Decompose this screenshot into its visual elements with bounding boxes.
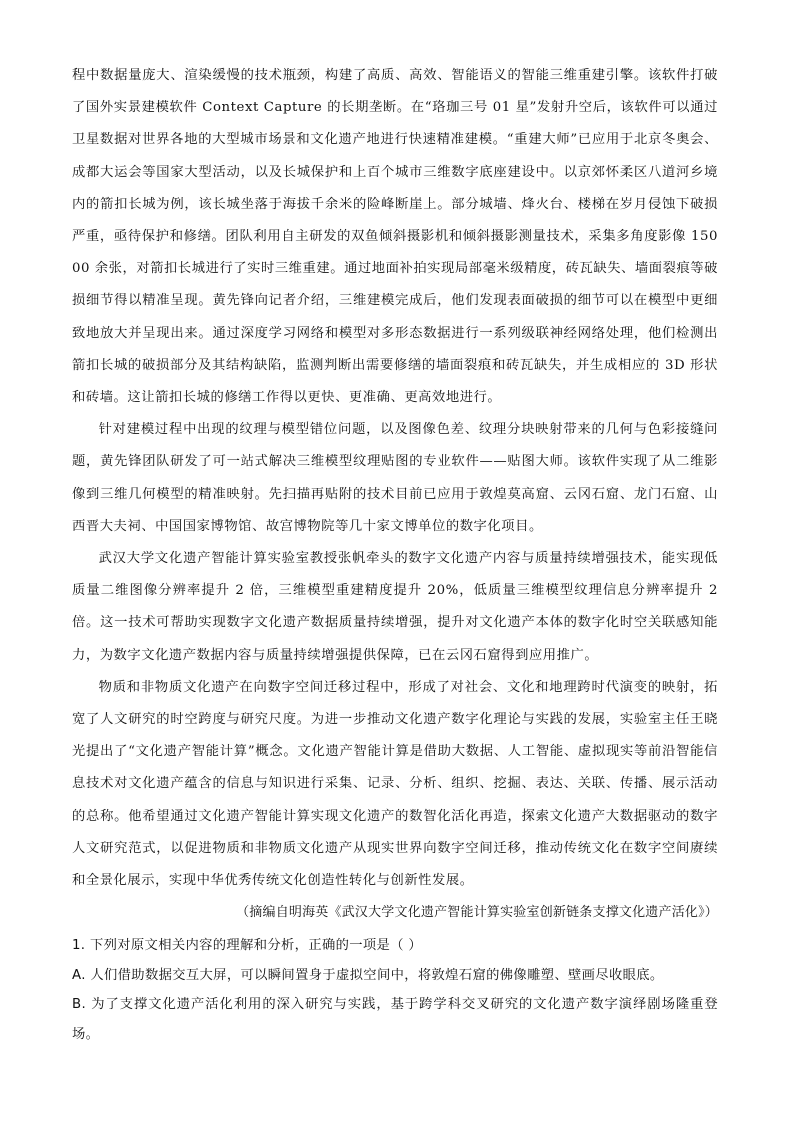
passage xyxy=(72,60,718,929)
passage-paragraph-2: 针对建模过程中出现的纹理与模型错位问题，以及图像色差、纹理分块映射带来的几何与色彩接缝问题，黄先锋团队研发了可一站式解决三维模型纹理贴图的专业软件——贴图大师。该软件实现了从二维影像到三维几何模型的精准映射。先扫描再贴附的技术目前已应用于敦煌莫高窟、云冈石窟、龙门石窟、山西晋大夫祠、中国国家博物馆、故宫博物院等几十家文博单位的数字化项目。 xyxy=(72,422,718,534)
passage-paragraph-4: 物质和非物质文化遗产在向数字空间迁移过程中，形成了对社会、文化和地理跨时代演变的映射，拓宽了人文研究的时空跨度与研究尺度。为进一步推动文化遗产数字化理论与实践的发展，实验室主任王晓光提出了“文化遗产智能计算”概念。文化遗产智能计算是借助大数据、人工智能、虚拟现实等前沿智能信息技术对文化遗产蕴含的信息与知识进行采集、记录、分析、组织、挖掘、表达、关联、传播、展示活动的总称。他希望通过文化遗产智能计算实现文化遗产的数智化活化再造，探索文化遗产大数据驱动的数字人文研究范式，以促进物质和非物质文化遗产从现实世界向数字空间迁移，推动传统文化在数字空间赓续和全景化展示，实现中华优秀传统文化创造性转化与创新性发展。 xyxy=(72,679,718,889)
passage-paragraph-3: 武汉大学文化遗产智能计算实验室教授张帆牵头的数字文化遗产内容与质量持续增强技术，能实现低质量二维图像分辨率提升 2 倍，三维模型重建精度提升 20%，低质量三维模型纹理信息分辨率提升 2 倍。这一技术可帮助实现数字文化遗产数据质量持续增强，提升对文化遗产本体的数字化时空关联感知能力，为数字文化遗产数据内容与质量持续增强提供保障，已在云冈石窟得到应用推广。 xyxy=(72,551,718,663)
document-page xyxy=(72,60,718,1049)
option-a[interactable]: A. 人们借助数据交互大屏，可以瞬间置身于虚拟空间中，将敦煌石窟的佛像雕塑、壁画尽收眼底。 xyxy=(72,967,664,983)
passage-paragraph-1: 程中数据量庞大、渲染缓慢的技术瓶颈，构建了高质、高效、智能语义的智能三维重建引擎。该软件打破了国外实景建模软件 Context Capture 的长期垄断。在“珞珈三号 01 星”发射升空后，该软件可以通过卫星数据对世界各地的大型城市场景和文化遗产地进行快速精准建模。“重建大师”已应用于北京冬奥会、成都大运会等国家大型活动，以及长城保护和上百个城市三维数字底座建设中。以京郊怀柔区八道河乡境内的箭扣长城为例，该长城坐落于海拔千余米的险峰断崖上。部分城墙、烽火台、楼梯在岁月侵蚀下破损严重，亟待保护和修缮。团队利用自主研发的双鱼倾斜摄影机和倾斜摄影测量技术，采集多角度影像 15000 余张，对箭扣长城进行了实时三维重建。通过地面补拍实现局部毫米级精度，砖瓦缺失、墙面裂痕等破损细节得以精准呈现。黄先锋向记者介绍，三维建模完成后，他们发现表面破损的细节可以在模型中更细致地放大并呈现出来。通过深度学习网络和模型对多形态数据进行一系列级联神经网络处理，他们检测出箭扣长城的破损部分及其结构缺陷，监测判断出需要修缮的墙面裂痕和砖瓦缺失，并生成相应的 3D 形状和砖墙。这让箭扣长城的修缮工作得以更快、更准确、更高效地进行。 xyxy=(72,68,718,406)
question-block xyxy=(72,931,718,1049)
passage-source-citation: （摘编自明海英《武汉大学文化遗产智能计算实验室创新链条支撑文化遗产活化》） xyxy=(236,905,718,921)
option-b[interactable]: B. 为了支撑文化遗产活化利用的深入研究与实践，基于跨学科交叉研究的文化遗产数字演绎剧场隆重登场。 xyxy=(72,997,718,1042)
question-stem: 1. 下列对原文相关内容的理解和分析，正确的一项是（ ） xyxy=(72,938,423,954)
